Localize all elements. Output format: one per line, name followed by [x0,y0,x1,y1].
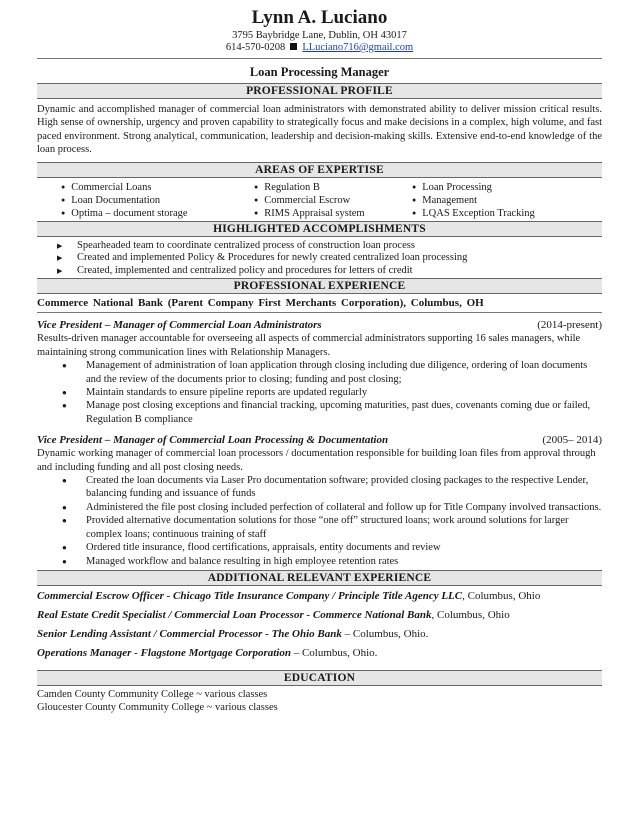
additional-item [37,627,602,641]
role-header [37,318,602,332]
employer-rule [37,312,602,313]
education-item: Camden County Community College ~ various classes [37,688,268,700]
section-heading-profile: PROFESSIONAL PROFILE [37,83,602,99]
duty-item: ● Manage post closing exceptions and financial tracking, upcoming maturities, past dues, covenants coming due or failed, Regulation B compliance [75,399,602,426]
phone: 614-570-0208 [225,42,286,53]
additional-role: Senior Lending Assistant / Commercial Processor - The Ohio Bank [37,627,342,640]
role-duties [37,474,602,568]
additional-location: – Columbus, Ohio. [290,646,378,659]
duty-item: ● Created the loan documents via Laser Pro documentation software; provided closing packages to the respective Lender, balancing funding and issuance of funds [75,474,602,501]
expertise-item: ● Loan Documentation [61,194,254,207]
role-dates: (2014-present) [537,319,602,332]
duty-item: ● Administered the file post closing included perfection of collateral and follow up for Title Company involved transactions. [75,501,602,514]
section-heading-additional: ADDITIONAL RELEVANT EXPERIENCE [37,570,602,586]
role-title: Vice President – Manager of Commercial Loan Processing & Documentation [37,434,389,447]
additional-location: – Columbus, Ohio. [341,627,429,640]
accomplishment-item: ▶ Created and implemented Policy & Procedures for newly created centralized loan processing [57,252,602,265]
job-title: Loan Processing Manager [249,65,390,79]
education-item: Gloucester County Community College ~ various classes [37,702,278,714]
role-summary: Results-driven manager accountable for overseeing all aspects of commercial administrators supporting 16 sales managers, while maintaining strong communication lines with Relationship Managers. [37,333,581,358]
resume-page [37,6,602,715]
additional-location: , Columbus, Ohio [462,589,541,602]
expertise-item: ● Management [412,194,602,207]
email-link[interactable]: LLuciano716@gmail.com [302,42,414,53]
duty-item: ● Maintain standards to ensure pipeline reports are updated regularly [75,386,602,399]
expertise-item: ● LQAS Exception Tracking [412,207,602,220]
section-heading-experience: PROFESSIONAL EXPERIENCE [37,278,602,294]
duty-item: ● Ordered title insurance, flood certifications, appraisals, entity documents and review [75,541,602,554]
expertise-item: ● Regulation B [254,181,412,194]
accomplishment-item: ▶ Created, implemented and centralized policy and procedures for letters of credit [57,265,602,278]
role-dates: (2005– 2014) [542,434,602,447]
additional-item [37,608,602,622]
address: 3795 Baybridge Lane, Dublin, OH 43017 [232,30,407,41]
header-rule [37,58,602,59]
role-title: Vice President – Manager of Commercial Loan Administrators [37,319,322,332]
expertise-item: ● Optima – document storage [61,207,254,220]
expertise-item: ● Loan Processing [412,181,602,194]
profile-text: Dynamic and accomplished manager of commercial loan administrators with demonstrated ability to deliver mission critical results. High sense of ownership, urgency and proven capability to strategically focus and make decisions in a complex, high volume, and fast paced environment. Strong analytical, communication, leadership and decision-making skills. Extensive end-to-end knowledge of the loan process. [37,104,602,156]
section-heading-accomplishments: HIGHLIGHTED ACCOMPLISHMENTS [37,221,602,237]
expertise-item: ● Commercial Loans [61,181,254,194]
role-header [37,433,602,447]
duty-item: ● Management of administration of loan application through closing including due diligence, ordering of loan documents and the review of the documents prior to closing; funding and post closing; [75,359,602,386]
duty-item: ● Managed workflow and balance resulting in high employee retention rates [75,555,602,568]
role-summary: Dynamic working manager of commercial loan processors / documentation responsible for building loan files from approval through and including funding and all post closing needs. [37,448,596,473]
contact-line [37,42,602,54]
additional-role: Real Estate Credit Specialist / Commercial Loan Processor - Commerce National Bank [37,608,432,621]
additional-role: Operations Manager - Flagstone Mortgage Corporation [37,646,291,659]
employer-line: Commerce National Bank (Parent Company First Merchants Corporation), Columbus, OH [37,297,484,310]
additional-location: , Columbus, Ohio [431,608,510,621]
square-bullet-icon [290,43,297,50]
additional-item [37,646,602,660]
accomplishment-item: ▶ Spearheaded team to coordinate centralized process of construction loan process [57,240,602,253]
expertise-item: ● Commercial Escrow [254,194,412,207]
section-heading-education: EDUCATION [37,670,602,686]
additional-item [37,589,602,603]
role-duties [37,359,602,426]
additional-role: Commercial Escrow Officer - Chicago Title Insurance Company / Principle Title Agency LLC [37,589,463,602]
duty-item: ● Provided alternative documentation solutions for those “one off” structured loans; work around solutions for larger complex loans; continuous training of staff [75,514,602,541]
section-heading-expertise: AREAS OF EXPERTISE [37,162,602,178]
expertise-list [37,178,602,221]
candidate-name: Lynn A. Luciano [251,7,388,28]
expertise-item: ● RIMS Appraisal system [254,207,412,220]
accomplishments-list [37,237,602,279]
